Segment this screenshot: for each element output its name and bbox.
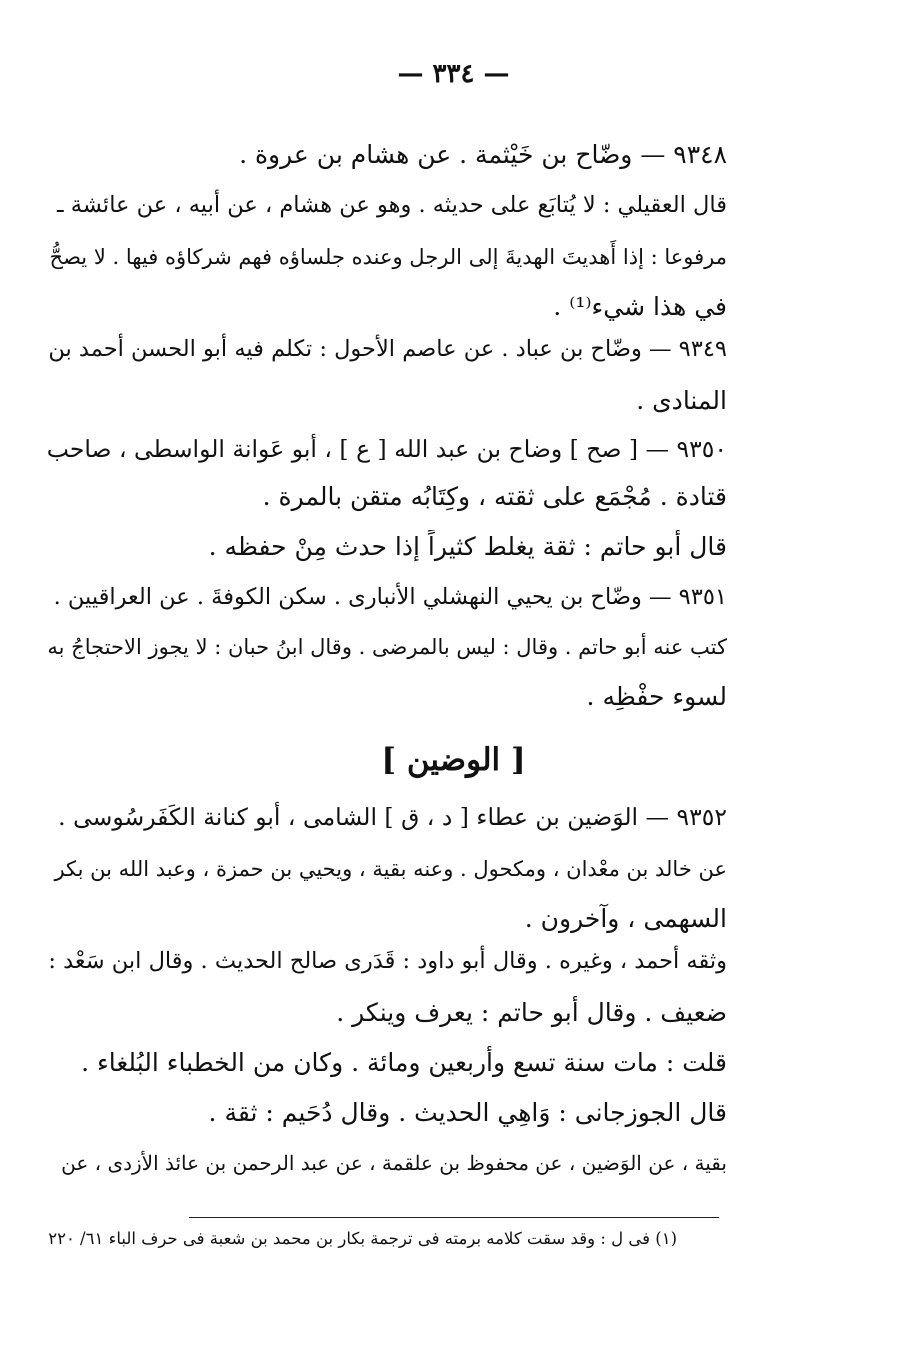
text-line: قال الجوزجانى : وَاهِي الحديث . وقال دُحَيم : ثقة .: [208, 1098, 727, 1127]
text-line: السهمى ، وآخرون .: [524, 904, 727, 933]
entry-9351-line: ٩٣٥١ — وضّاح بن يحيي النهشلي الأنبارى . سكن الكوفةَ . عن العراقيين .: [53, 584, 727, 610]
text-line: ضعيف . وقال أبو حاتم : يعرف وينكر .: [336, 998, 727, 1027]
text-line: المنادى .: [636, 386, 727, 415]
text-line: في هذا شيء⁽¹⁾ .: [553, 292, 727, 321]
entry-9348-line: ٩٣٤٨ — وضّاح بن خَيْثمة . عن هشام بن عروة .: [239, 140, 727, 169]
text-line: قلت : مات سنة تسع وأربعين ومائة . وكان من الخطباء البُلغاء .: [81, 1048, 727, 1077]
text-line: بقية ، عن الوَضين ، عن محفوظ بن علقمة ، عن عبد الرحمن بن عائذ الأزدى ، عن: [61, 1151, 727, 1175]
text-line: لسوء حفْظِه .: [586, 682, 727, 711]
text-line: قال العقيلي : لا يُتابَع على حديثه . وهو عن هشام ، عن أبيه ، عن عائشة ـ: [57, 192, 727, 218]
footnote: (١) فى ل : وقد سقت كلامه برمته فى ترجمة بكار بن محمد بن شعبة فى حرف الباء ٦١/ ٢٢٠: [48, 1229, 677, 1248]
entry-9352-line: ٩٣٥٢ — الوَضين بن عطاء [ د ، ق ] الشامى ، أبو كنانة الكَفَرسُوسى .: [58, 803, 727, 831]
text-line: عن خالد بن معْدان ، ومكحول . وعنه بقية ، ويحيي بن حمزة ، وعبد الله بن بكر: [54, 857, 727, 881]
footnote-divider: [189, 1217, 719, 1218]
text-line: مرفوعا : إذا أَهديتَ الهديةَ إلى الرجل وعنده جلساؤه فهم شركاؤه فيها . لا يصحُّ: [49, 245, 727, 269]
text-line: قال أبو حاتم : ثقة يغلط كثيراً إذا حدث مِنْ حفظه .: [208, 532, 727, 561]
text-line: قتادة . مُجْمَع على ثقته ، وكِتَابُه متقن بالمرة .: [262, 482, 727, 511]
entry-9350-line: ٩٣٥٠ — [ صح ] وضاح بن عبد الله [ ع ] ، أبو عَوانة الواسطى ، صاحب: [47, 435, 727, 463]
section-title: [ الوضين ]: [381, 742, 526, 778]
text-line: كتب عنه أبو حاتم . وقال : ليس بالمرضى . وقال ابنُ حبان : لا يجوز الاحتجاجُ به: [47, 635, 727, 659]
page-number: — ٣٣٤ —: [397, 59, 510, 89]
text-line: وثقه أحمد ، وغيره . وقال أبو داود : قَدَرى صالح الحديث . وقال ابن سَعْد :: [48, 948, 727, 974]
entry-9349-line: ٩٣٤٩ — وضّاح بن عباد . عن عاصم الأحول : تكلم فيه أبو الحسن أحمد بن: [48, 336, 727, 362]
